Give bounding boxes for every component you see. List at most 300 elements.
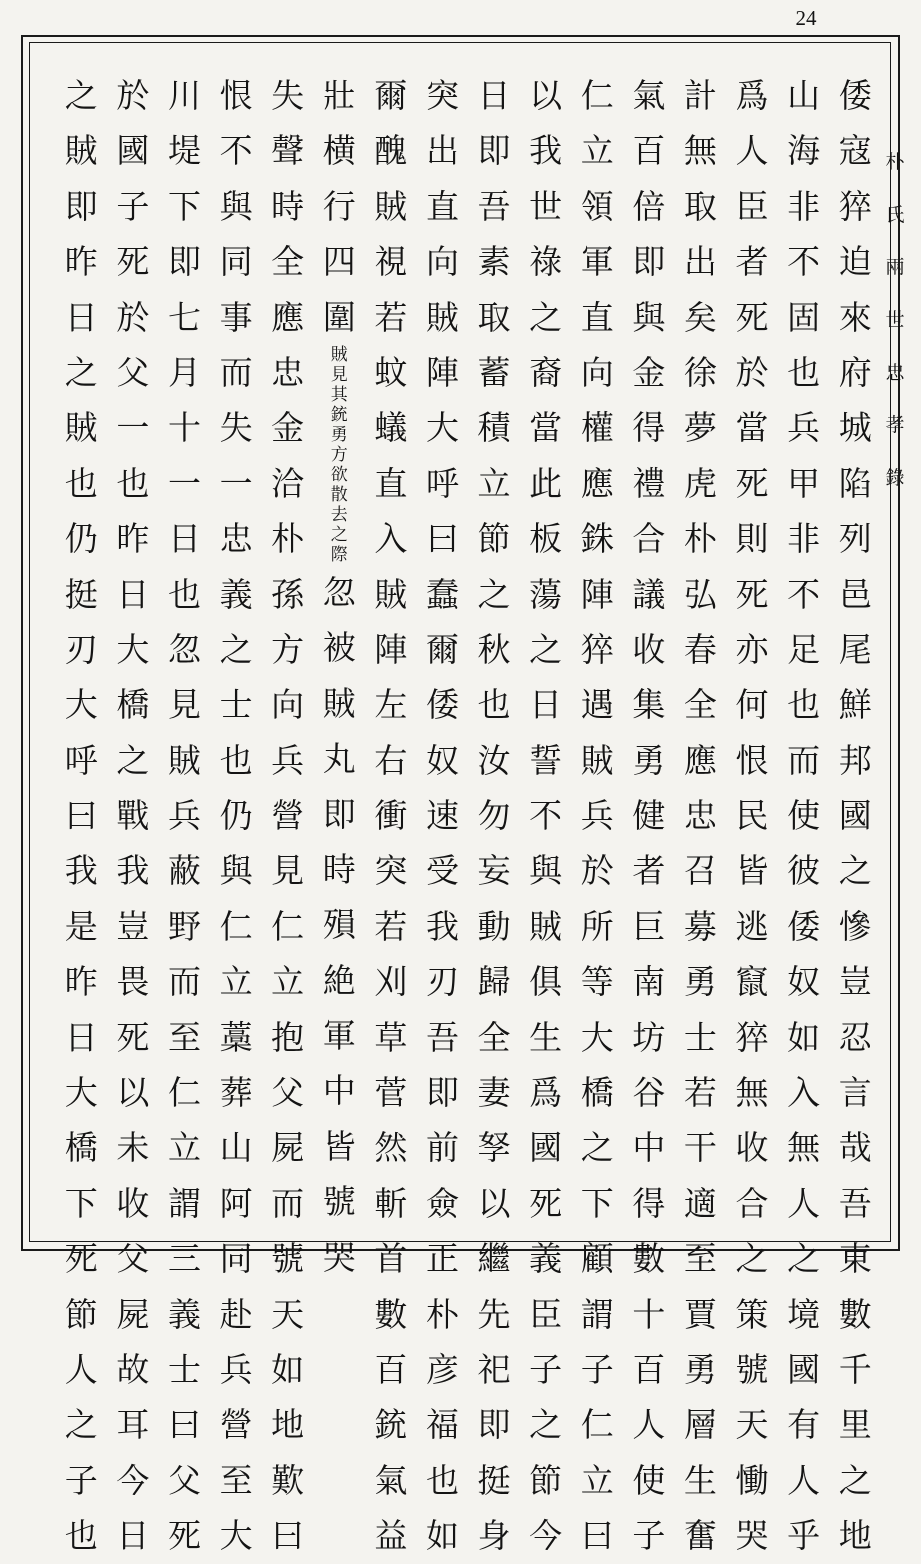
text-char: 固	[787, 297, 821, 337]
text-char: 絶	[322, 960, 356, 1000]
text-char: 屍	[271, 1128, 305, 1168]
text-char: 仁	[167, 1073, 201, 1113]
text-char: 益	[374, 1516, 408, 1556]
text-char: 不	[529, 796, 563, 836]
text-char: 仍	[64, 519, 98, 559]
text-char: 金	[632, 352, 666, 392]
text-char: 死	[735, 574, 769, 614]
text-char: 即	[477, 131, 511, 171]
text-char: 海	[787, 131, 821, 171]
text-char: 十	[167, 408, 201, 448]
text-char: 也	[787, 352, 821, 392]
text-char: 衝	[374, 796, 408, 836]
text-char: 陣	[374, 629, 408, 669]
text-char: 仁	[271, 906, 305, 946]
text-char: 橋	[580, 1073, 614, 1113]
text-char: 繼	[477, 1239, 511, 1279]
text-char: 人	[64, 1349, 98, 1389]
text-column	[623, 68, 675, 1556]
text-char: 此	[529, 463, 563, 503]
text-char: 虎	[683, 463, 717, 503]
text-char: 即	[167, 242, 201, 282]
text-char: 也	[787, 685, 821, 725]
text-char: 則	[735, 519, 769, 559]
note-char: 其	[330, 384, 348, 405]
text-char: 奴	[787, 962, 821, 1002]
text-char: 健	[632, 796, 666, 836]
text-char: 節	[477, 519, 511, 559]
text-char: 哉	[838, 1128, 872, 1168]
text-char: 入	[787, 1073, 821, 1113]
text-char: 人	[632, 1405, 666, 1445]
text-char: 豈	[116, 906, 150, 946]
text-char: 百	[374, 1349, 408, 1389]
text-char: 山	[787, 76, 821, 115]
text-char: 奮	[683, 1516, 717, 1556]
text-char: 山	[219, 1128, 253, 1168]
text-char: 突	[374, 851, 408, 891]
text-char: 仁	[580, 76, 614, 115]
text-char: 之	[116, 740, 150, 780]
running-title-char: 孝	[885, 414, 905, 437]
text-char: 挺	[64, 574, 98, 614]
note-char: 賊	[330, 344, 348, 365]
text-char: 蚊	[374, 352, 408, 392]
text-char: 立	[271, 962, 305, 1002]
text-char: 即	[425, 1073, 459, 1113]
text-char: 矣	[683, 297, 717, 337]
text-char: 來	[838, 297, 872, 337]
text-char: 列	[838, 519, 872, 559]
text-char: 視	[374, 242, 408, 282]
text-char: 同	[219, 242, 253, 282]
text-char: 時	[322, 849, 356, 889]
text-char: 氣	[374, 1460, 408, 1500]
text-char: 草	[374, 1017, 408, 1057]
text-char: 銃	[374, 1405, 408, 1445]
text-column	[778, 68, 830, 1556]
text-char: 者	[632, 851, 666, 891]
text-char: 一	[219, 463, 253, 503]
text-char: 畏	[116, 962, 150, 1002]
text-char: 迫	[838, 242, 872, 282]
text-char: 也	[425, 1460, 459, 1500]
text-column	[56, 68, 108, 1556]
text-char: 我	[529, 131, 563, 171]
text-char: 而	[787, 740, 821, 780]
text-char: 議	[632, 574, 666, 614]
text-char: 賊	[64, 131, 98, 171]
text-char: 也	[64, 463, 98, 503]
text-char: 父	[167, 1460, 201, 1500]
text-char: 彼	[787, 851, 821, 891]
text-char: 立	[580, 131, 614, 171]
text-char: 抱	[271, 1017, 305, 1057]
text-char: 至	[683, 1239, 717, 1279]
text-char: 被	[322, 628, 356, 668]
text-column	[210, 68, 262, 1556]
text-char: 即	[64, 186, 98, 226]
running-title-char: 氏	[885, 203, 905, 226]
text-char: 若	[683, 1073, 717, 1113]
text-char: 子	[64, 1460, 98, 1500]
text-char: 世	[529, 186, 563, 226]
text-char: 應	[580, 463, 614, 503]
text-char: 時	[271, 186, 305, 226]
text-char: 而	[219, 352, 253, 392]
text-char: 即	[322, 794, 356, 834]
text-char: 適	[683, 1183, 717, 1223]
text-char: 營	[219, 1405, 253, 1445]
text-char: 忽	[322, 572, 356, 612]
text-char: 立	[580, 1460, 614, 1500]
text-char: 於	[116, 76, 150, 115]
text-char: 國	[529, 1128, 563, 1168]
text-char: 無	[735, 1073, 769, 1113]
text-char: 兵	[271, 740, 305, 780]
text-char: 勇	[683, 1349, 717, 1389]
text-char: 號	[271, 1239, 305, 1279]
text-char: 大	[64, 1073, 98, 1113]
text-char: 猝	[580, 629, 614, 669]
text-char: 收	[632, 629, 666, 669]
text-char: 全	[271, 242, 305, 282]
text-char: 言	[838, 1073, 872, 1113]
text-char: 國	[116, 131, 150, 171]
note-char: 之	[330, 524, 348, 545]
text-char: 領	[580, 186, 614, 226]
text-char: 向	[425, 242, 459, 282]
text-char: 死	[735, 463, 769, 503]
text-char: 四	[322, 242, 356, 282]
text-char: 寇	[838, 131, 872, 171]
text-char: 直	[580, 297, 614, 337]
text-char: 哭	[735, 1516, 769, 1556]
text-char: 皆	[322, 1126, 356, 1166]
text-char: 之	[735, 1239, 769, 1279]
text-char: 無	[787, 1128, 821, 1168]
text-char: 使	[787, 796, 821, 836]
text-char: 取	[477, 297, 511, 337]
text-char: 賊	[374, 574, 408, 614]
text-char: 集	[632, 685, 666, 725]
note-char: 際	[330, 544, 348, 565]
text-char: 蠢	[425, 574, 459, 614]
text-char: 父	[271, 1073, 305, 1113]
text-char: 之	[838, 1460, 872, 1500]
text-char: 蔽	[167, 851, 201, 891]
text-char: 奴	[425, 740, 459, 780]
text-char: 祿	[529, 242, 563, 282]
text-char: 是	[64, 906, 98, 946]
text-char: 謂	[167, 1183, 201, 1223]
text-char: 如	[425, 1516, 459, 1556]
text-char: 國	[838, 796, 872, 836]
text-char: 里	[838, 1405, 872, 1445]
text-char: 天	[735, 1405, 769, 1445]
text-char: 坊	[632, 1017, 666, 1057]
text-char: 地	[838, 1516, 872, 1556]
text-char: 千	[838, 1349, 872, 1389]
text-char: 士	[167, 1349, 201, 1389]
text-char: 士	[683, 1017, 717, 1057]
text-char: 刃	[425, 962, 459, 1002]
text-char: 不	[787, 574, 821, 614]
text-char: 義	[219, 574, 253, 614]
text-char: 得	[632, 1183, 666, 1223]
text-char: 得	[632, 408, 666, 448]
text-char: 節	[529, 1460, 563, 1500]
text-column	[107, 68, 159, 1556]
text-char: 百	[632, 131, 666, 171]
text-char: 合	[735, 1183, 769, 1223]
text-char: 汝	[477, 740, 511, 780]
note-char: 銃	[330, 404, 348, 425]
text-char: 秋	[477, 629, 511, 669]
text-column	[520, 68, 572, 1556]
text-char: 人	[787, 1183, 821, 1223]
text-char: 也	[64, 1516, 98, 1556]
text-char: 非	[787, 186, 821, 226]
text-char: 禮	[632, 463, 666, 503]
text-char: 先	[477, 1294, 511, 1334]
text-char: 子	[580, 1349, 614, 1389]
text-column	[313, 68, 365, 1277]
text-char: 日	[64, 1017, 98, 1057]
text-char: 國	[787, 1349, 821, 1389]
text-char: 爾	[425, 629, 459, 669]
text-char: 醜	[374, 131, 408, 171]
text-char: 大	[64, 685, 98, 725]
text-column	[468, 68, 520, 1556]
text-char: 橋	[116, 685, 150, 725]
text-char: 當	[529, 408, 563, 448]
text-char: 今	[529, 1516, 563, 1556]
running-title-char: 朴	[885, 151, 905, 173]
text-char: 忠	[683, 796, 717, 836]
text-char: 收	[735, 1128, 769, 1168]
text-char: 仁	[580, 1405, 614, 1445]
text-char: 府	[838, 352, 872, 392]
text-char: 事	[219, 297, 253, 337]
text-char: 吾	[838, 1183, 872, 1223]
text-char: 軍	[322, 1016, 356, 1056]
text-char: 當	[735, 408, 769, 448]
text-char: 同	[219, 1239, 253, 1279]
text-char: 也	[116, 463, 150, 503]
text-char: 以	[116, 1073, 150, 1113]
text-char: 之	[64, 1405, 98, 1445]
text-char: 邦	[838, 740, 872, 780]
text-char: 戰	[116, 796, 150, 836]
text-char: 子	[632, 1516, 666, 1556]
text-char: 募	[683, 906, 717, 946]
text-char: 我	[64, 851, 98, 891]
running-title-char: 忠	[885, 361, 905, 384]
text-char: 賊	[425, 297, 459, 337]
text-char: 乎	[787, 1516, 821, 1556]
text-char: 誓	[529, 740, 563, 780]
text-char: 我	[425, 906, 459, 946]
text-column	[262, 68, 314, 1556]
text-char: 子	[529, 1349, 563, 1389]
text-char: 兵	[219, 1349, 253, 1389]
text-char: 合	[632, 519, 666, 559]
running-title-char: 兩	[885, 256, 905, 279]
text-char: 立	[167, 1128, 201, 1168]
text-char: 即	[632, 242, 666, 282]
text-char: 慘	[838, 906, 872, 946]
text-char: 城	[838, 408, 872, 448]
text-char: 蕩	[529, 574, 563, 614]
text-column	[571, 68, 623, 1556]
text-char: 爲	[735, 76, 769, 115]
text-char: 東	[838, 1239, 872, 1279]
text-char: 曰	[64, 796, 98, 836]
text-char: 遇	[580, 685, 614, 725]
text-char: 僉	[425, 1183, 459, 1223]
text-char: 日	[167, 519, 201, 559]
text-char: 於	[116, 297, 150, 337]
text-char: 失	[271, 76, 305, 115]
text-char: 月	[167, 352, 201, 392]
text-char: 孫	[271, 574, 305, 614]
text-char: 數	[632, 1239, 666, 1279]
text-char: 仍	[219, 796, 253, 836]
text-char: 中	[322, 1071, 356, 1111]
text-char: 恨	[219, 76, 253, 115]
text-char: 板	[529, 519, 563, 559]
text-char: 爾	[374, 76, 408, 115]
text-char: 生	[529, 1017, 563, 1057]
text-char: 境	[787, 1294, 821, 1334]
text-char: 兵	[167, 796, 201, 836]
text-column	[417, 68, 469, 1556]
text-char: 如	[271, 1349, 305, 1389]
text-char: 巨	[632, 906, 666, 946]
text-char: 死	[116, 242, 150, 282]
text-char: 竄	[735, 962, 769, 1002]
text-char: 子	[116, 186, 150, 226]
text-char: 立	[477, 463, 511, 503]
text-char: 亦	[735, 629, 769, 669]
text-char: 義	[167, 1294, 201, 1334]
text-char: 也	[167, 574, 201, 614]
text-char: 非	[787, 519, 821, 559]
text-char: 若	[374, 297, 408, 337]
text-char: 號	[322, 1182, 356, 1222]
note-char: 欲	[330, 464, 348, 485]
text-char: 父	[116, 352, 150, 392]
note-char: 見	[330, 364, 348, 385]
text-char: 昨	[64, 962, 98, 1002]
text-char: 之	[580, 1128, 614, 1168]
text-char: 春	[683, 629, 717, 669]
text-char: 一	[116, 408, 150, 448]
text-char: 忠	[219, 519, 253, 559]
text-char: 之	[529, 297, 563, 337]
text-char: 孥	[477, 1128, 511, 1168]
text-char: 七	[167, 297, 201, 337]
text-char: 邑	[838, 574, 872, 614]
text-char: 曰	[167, 1405, 201, 1445]
text-char: 素	[477, 242, 511, 282]
note-char: 散	[330, 484, 348, 505]
text-char: 何	[735, 685, 769, 725]
text-char: 蟻	[374, 408, 408, 448]
text-column	[159, 68, 211, 1556]
text-char: 行	[322, 186, 356, 226]
interlinear-note	[313, 345, 365, 565]
text-char: 洽	[271, 463, 305, 503]
text-char: 召	[683, 851, 717, 891]
text-char: 收	[116, 1183, 150, 1223]
text-char: 受	[425, 851, 459, 891]
text-char: 向	[271, 685, 305, 725]
text-char: 應	[683, 740, 717, 780]
text-char: 大	[219, 1516, 253, 1556]
text-char: 妻	[477, 1073, 511, 1113]
text-char: 有	[787, 1405, 821, 1445]
text-char: 皆	[735, 851, 769, 891]
text-char: 與	[529, 851, 563, 891]
text-char: 之	[64, 352, 98, 392]
text-column	[726, 68, 778, 1556]
text-char: 歎	[271, 1460, 305, 1500]
text-char: 勇	[683, 962, 717, 1002]
text-char: 生	[683, 1460, 717, 1500]
text-char: 死	[116, 1017, 150, 1057]
text-char: 數	[374, 1294, 408, 1334]
text-char: 無	[683, 131, 717, 171]
text-char: 呼	[425, 463, 459, 503]
text-char: 也	[219, 740, 253, 780]
text-char: 忍	[838, 1017, 872, 1057]
text-char: 也	[477, 685, 511, 725]
text-char: 菅	[374, 1073, 408, 1113]
text-char: 徐	[683, 352, 717, 392]
text-char: 殞	[322, 905, 356, 945]
text-char: 方	[271, 629, 305, 669]
text-char: 前	[425, 1128, 459, 1168]
text-char: 仁	[219, 906, 253, 946]
text-char: 刈	[374, 962, 408, 1002]
text-char: 日	[529, 685, 563, 725]
text-char: 倭	[425, 685, 459, 725]
text-char: 與	[219, 851, 253, 891]
text-char: 尾	[838, 629, 872, 669]
text-char: 至	[219, 1460, 253, 1500]
text-char: 若	[374, 906, 408, 946]
text-column	[675, 68, 727, 1556]
text-char: 右	[374, 740, 408, 780]
text-char: 不	[787, 242, 821, 282]
text-char: 裔	[529, 352, 563, 392]
text-char: 倍	[632, 186, 666, 226]
text-char: 大	[425, 408, 459, 448]
text-char: 大	[580, 1017, 614, 1057]
text-char: 勿	[477, 796, 511, 836]
running-title-char: 錄	[885, 466, 905, 489]
text-char: 祀	[477, 1349, 511, 1389]
text-char: 未	[116, 1128, 150, 1168]
text-char: 下	[580, 1183, 614, 1223]
running-title	[876, 150, 914, 490]
text-char: 直	[374, 463, 408, 503]
text-char: 陣	[580, 574, 614, 614]
text-char: 氣	[632, 76, 666, 115]
text-char: 猝	[735, 1017, 769, 1057]
